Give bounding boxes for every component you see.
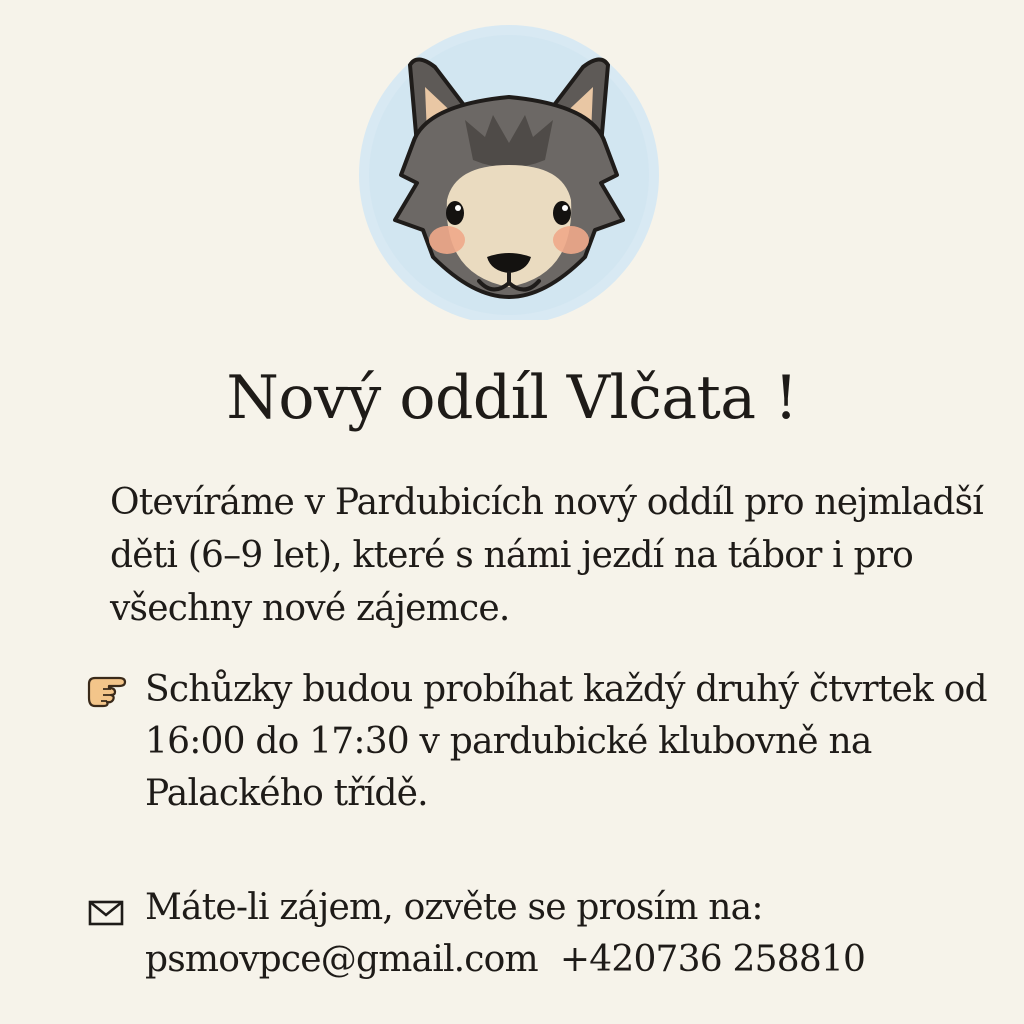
page-title: Nový oddíl Vlčata ! (226, 363, 798, 433)
pointing-hand-icon (85, 668, 135, 708)
contact-info (85, 882, 1005, 986)
wolf-cub-face-icon (355, 25, 663, 320)
contact-details (145, 934, 1005, 986)
intro-paragraph: Otevíráme v Pardubicích nový oddíl pro nejmladší děti (6–9 let), které s námi jezdí na tábor i pro všechny nové zájemce. (110, 482, 983, 629)
envelope-icon (88, 898, 138, 938)
meetings-text: Schůzky budou probíhat každý druhý čtvrtek od 16:00 do 17:30 v pardubické klubovně na Palackého třídě. (145, 669, 987, 814)
email-link[interactable]: psmovpce@gmail.com (145, 939, 538, 980)
wolf-illustration (355, 25, 663, 320)
contact-prompt: Máte-li zájem, ozvěte se prosím na: (145, 887, 763, 928)
phone-number[interactable]: +420736 258810 (559, 939, 866, 980)
meetings-info (85, 664, 1005, 820)
